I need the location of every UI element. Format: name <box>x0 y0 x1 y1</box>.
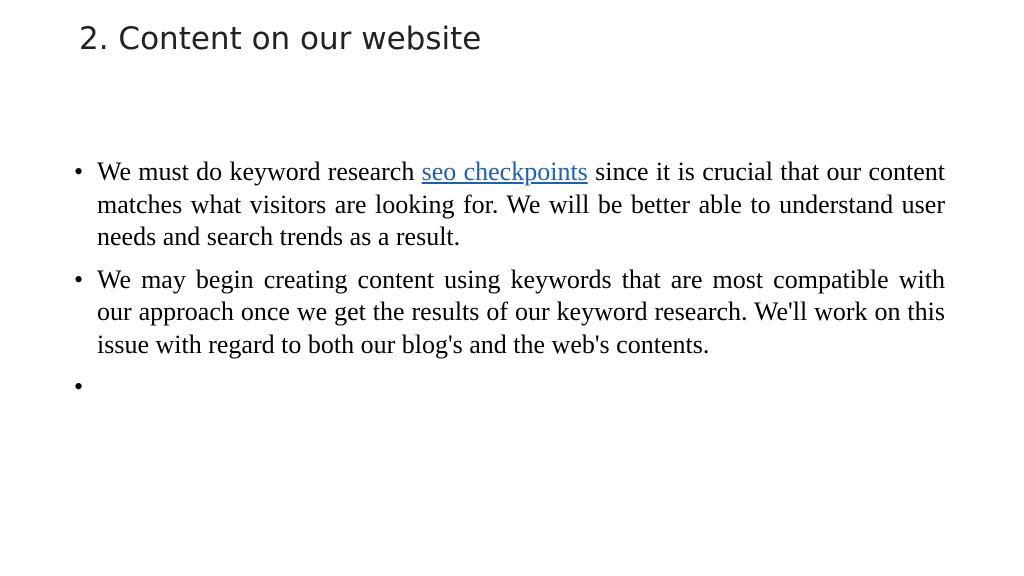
bullet-item <box>74 264 945 362</box>
slide-title: 2. Content on our website <box>79 21 482 57</box>
bullet-text-after-link: since it is crucial that our content matches what visitors are looking for. We will be better able to understand user needs and search trends as a result. <box>97 157 946 251</box>
bullet-text: We may begin creating content using keywords that are most compatible with our approach once we get the results of our keyword research. We'll work on this issue with regard to both our blog's and the web's contents. <box>97 264 945 359</box>
bullet-icon: • <box>74 372 84 401</box>
bullet-item-empty <box>74 371 945 404</box>
seo-checkpoints-link[interactable]: seo checkpoints <box>421 157 588 186</box>
bullet-item <box>74 156 945 254</box>
bullet-list <box>74 156 945 414</box>
bullet-text-before-link: We must do keyword research <box>97 157 422 186</box>
bullet-icon: • <box>74 157 84 186</box>
bullet-icon: • <box>74 264 84 294</box>
